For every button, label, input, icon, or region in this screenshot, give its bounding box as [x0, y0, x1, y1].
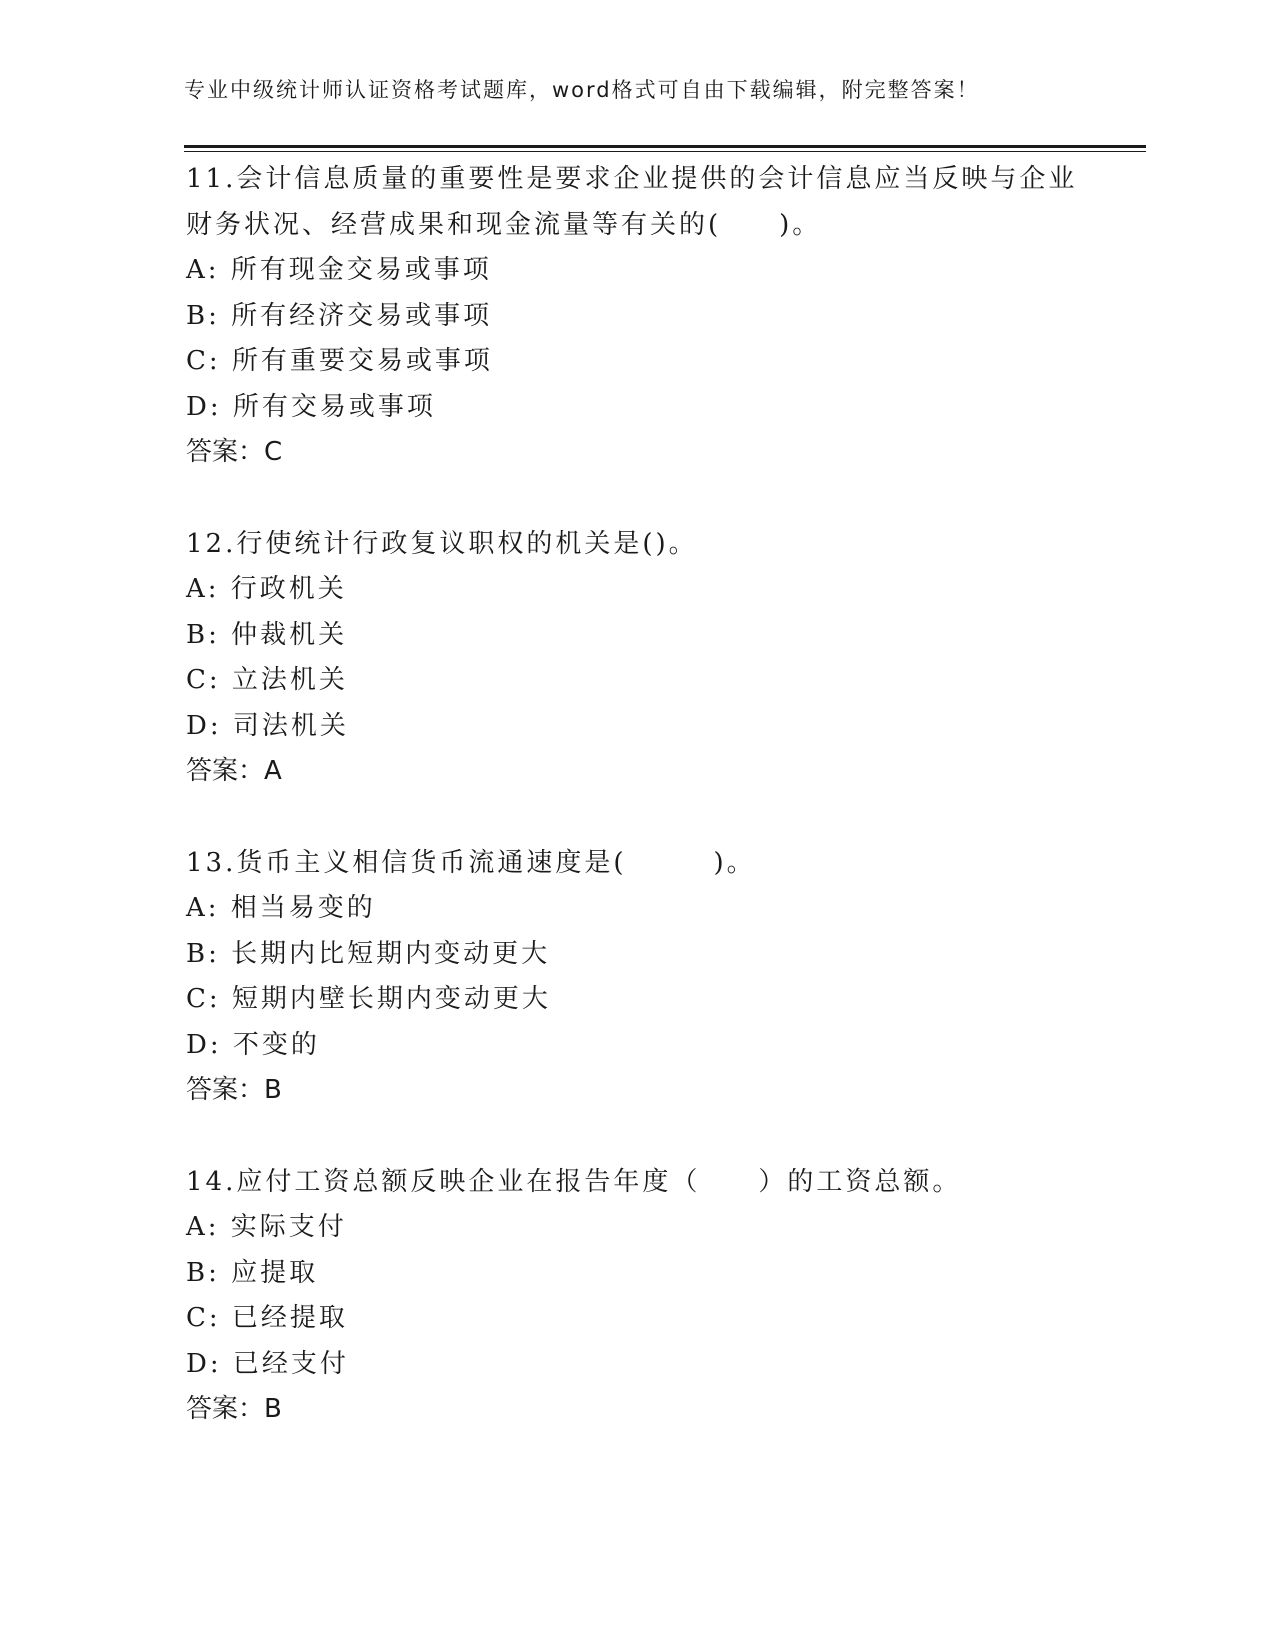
- option-a: A: 行政机关: [186, 574, 347, 604]
- option-c: C: 已经提取: [186, 1303, 348, 1333]
- option-d: D: 所有交易或事项: [186, 391, 436, 422]
- option-b: B: 长期内比短期内变动更大: [186, 938, 551, 969]
- option-b: B: 所有经济交易或事项: [186, 300, 493, 331]
- option-d: D: 司法机关: [186, 710, 349, 741]
- question-stem: 11.会计信息质量的重要性是要求企业提供的会计信息应当反映与企业: [186, 164, 1078, 194]
- question-13: [186, 841, 1086, 1114]
- option-a: A: 相当易变的: [186, 893, 376, 923]
- answer: 答案：A: [186, 756, 282, 786]
- answer: 答案：C: [186, 437, 283, 467]
- question-list: [186, 157, 1086, 1479]
- question-14: [186, 1160, 1086, 1433]
- question-stem: 12.行使统计行政复议职权的机关是()。: [186, 528, 698, 559]
- option-c: C: 所有重要交易或事项: [186, 346, 493, 376]
- option-b: B: 应提取: [186, 1257, 319, 1288]
- question-11: [186, 157, 1086, 476]
- header-rule-thin: [184, 151, 1146, 152]
- option-d: D: 已经支付: [186, 1348, 349, 1379]
- header-rule-thick: [184, 145, 1146, 148]
- answer: 答案：B: [186, 1394, 282, 1424]
- answer: 答案：B: [186, 1075, 282, 1105]
- option-c: C: 立法机关: [186, 665, 348, 695]
- option-a: A: 所有现金交易或事项: [186, 255, 492, 285]
- question-stem: 14.应付工资总额反映企业在报告年度（ ）的工资总额。: [186, 1166, 962, 1197]
- question-stem: 财务状况、经营成果和现金流量等有关的( )。: [186, 209, 822, 240]
- page-header: 专业中级统计师认证资格考试题库，word格式可自由下载编辑，附完整答案！: [184, 78, 980, 102]
- option-c: C: 短期内壁长期内变动更大: [186, 984, 551, 1014]
- option-a: A: 实际支付: [186, 1212, 347, 1242]
- option-d: D: 不变的: [186, 1029, 320, 1060]
- option-b: B: 仲裁机关: [186, 619, 348, 650]
- question-stem: 13.货币主义相信货币流通速度是( )。: [186, 847, 756, 878]
- question-12: [186, 522, 1086, 795]
